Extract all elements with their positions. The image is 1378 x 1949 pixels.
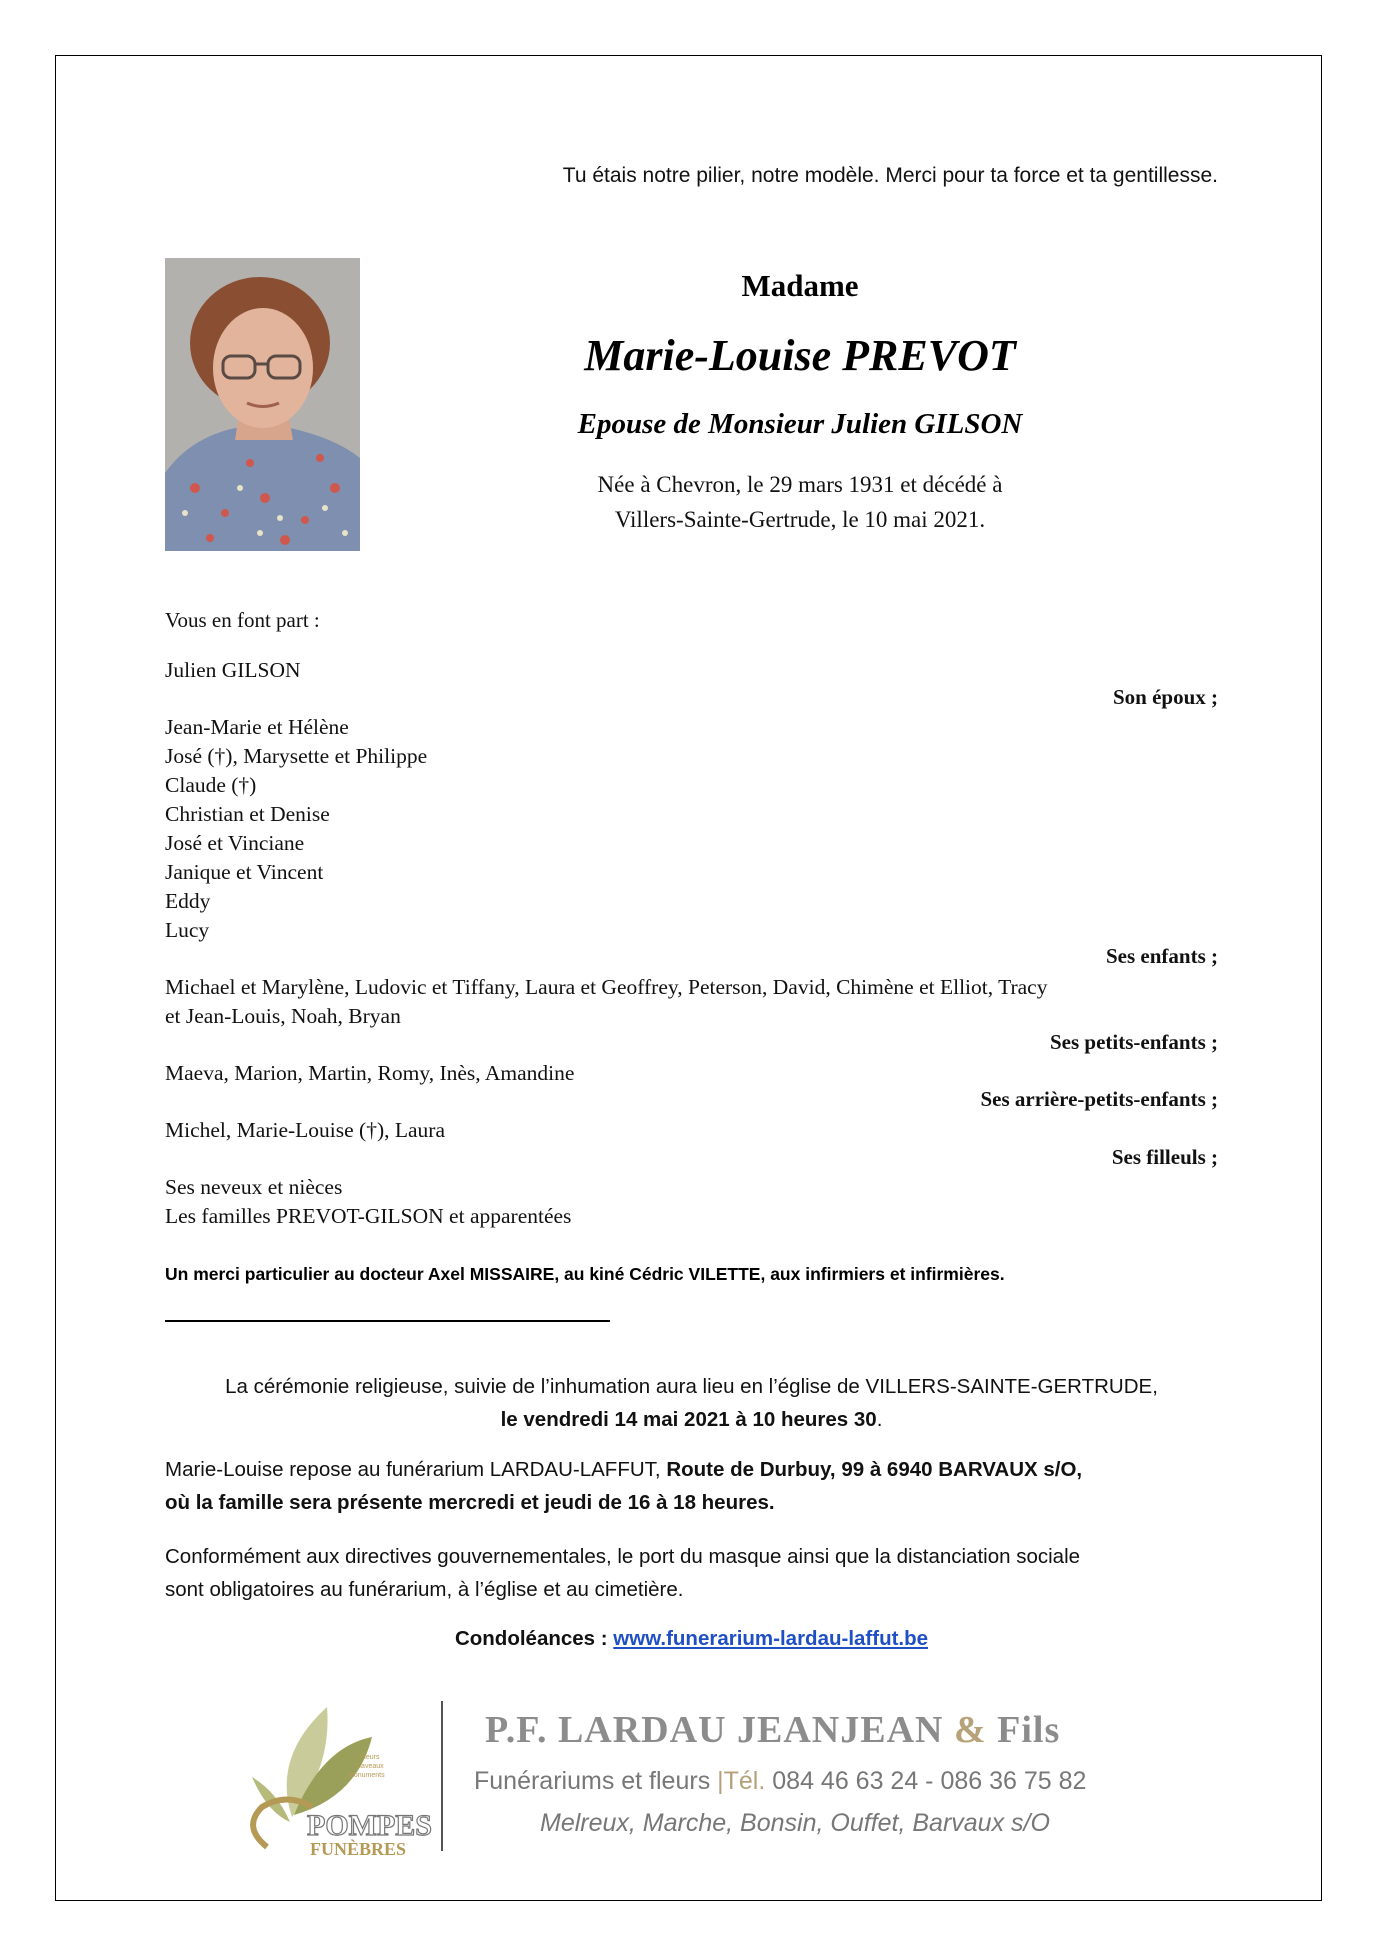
footer-separator <box>441 1701 443 1851</box>
funeral-home-logo <box>232 1697 432 1857</box>
birth-death-dates <box>420 467 1180 537</box>
logo-small-text-1: Fleurs <box>360 1754 380 1761</box>
list-item: Christian et Denise <box>165 802 330 826</box>
repose-address: Route de Durbuy, 99 à 6940 BARVAUX s/O, <box>666 1458 1083 1481</box>
children-list <box>165 713 427 945</box>
great-grandchildren-list: Maeva, Marion, Martin, Romy, Inès, Amandine <box>165 1061 575 1085</box>
repose-line-2 <box>165 1486 1218 1519</box>
ceremony-line-2 <box>165 1403 1218 1436</box>
children-label: Ses enfants ; <box>1105 944 1218 968</box>
condolences <box>165 1627 1218 1651</box>
ceremony-line-1: La cérémonie religieuse, suivie de l’inhumation aura lieu en l’église de VILLERS-SAINTE-GERTRUDE, <box>225 1375 1158 1398</box>
great-grandchildren-label: Ses arrière-petits-enfants ; <box>980 1087 1218 1111</box>
grandchildren-list <box>165 973 1047 1031</box>
list-item: et Jean-Louis, Noah, Bryan <box>165 1004 401 1028</box>
motto: Tu étais notre pilier, notre modèle. Merci pour ta force et ta gentillesse. <box>562 164 1218 187</box>
list-item: Janique et Vincent <box>165 860 324 884</box>
deceased-name: Marie-Louise PREVOT <box>584 331 1016 380</box>
condolences-link[interactable]: www.funerarium-lardau-laffut.be <box>613 1627 929 1650</box>
firm-phone-numbers: 084 46 63 24 - 086 36 75 82 <box>765 1767 1087 1795</box>
visiting-hours: où la famille sera présente mercredi et jeudi de 16 à 18 heures. <box>165 1491 775 1514</box>
spouse-label: Son époux ; <box>1112 685 1218 709</box>
list-item: Jean-Marie et Hélène <box>165 715 349 739</box>
firm-name-main: P.F. LARDAU JEANJEAN <box>485 1709 954 1751</box>
repose-info <box>165 1453 1218 1519</box>
list-item: José et Vinciane <box>165 831 305 855</box>
spouse-line: Epouse de Monsieur Julien GILSON <box>577 408 1023 440</box>
firm-tel-label: |Tél. <box>717 1767 766 1795</box>
list-item: Eddy <box>165 889 211 913</box>
repose-line-1 <box>165 1453 1218 1486</box>
logo-text-top: POMPES <box>307 1809 432 1842</box>
firm-contact <box>474 1767 1086 1796</box>
announcement-intro: Vous en font part : <box>165 608 320 632</box>
firm-name-ampersand: & <box>953 1709 987 1751</box>
spouse-name: Julien GILSON <box>165 658 301 682</box>
firm-services: Funérariums et fleurs <box>474 1767 718 1795</box>
ceremony-line-2-end: . <box>876 1408 883 1431</box>
grandchildren-label: Ses petits-enfants ; <box>1050 1030 1218 1054</box>
other-relatives <box>165 1173 571 1231</box>
covid-line-2: sont obligatoires au funérarium, à l’église et au cimetière. <box>165 1578 684 1601</box>
ceremony-info <box>165 1370 1218 1436</box>
list-item: Lucy <box>165 918 210 942</box>
portrait-photo <box>165 258 360 551</box>
list-item: Claude (†) <box>165 773 257 797</box>
dates-line-2: Villers-Sainte-Gertrude, le 10 mai 2021. <box>614 507 986 532</box>
list-item: Michael et Marylène, Ludovic et Tiffany, Laura et Geoffrey, Peterson, David, Chimène et Elliot, Tracy <box>165 975 1048 999</box>
covid-line-1: Conformément aux directives gouvernementales, le port du masque ainsi que la distanciation sociale <box>165 1545 1081 1568</box>
firm-name <box>485 1708 1060 1752</box>
repose-text: Marie-Louise repose au funérarium LARDAU-LAFFUT, <box>165 1458 667 1481</box>
list-item: José (†), Marysette et Philippe <box>165 744 428 768</box>
godchildren-list: Michel, Marie-Louise (†), Laura <box>165 1118 445 1142</box>
godchildren-label: Ses filleuls ; <box>1111 1145 1218 1169</box>
firm-name-end: Fils <box>986 1709 1061 1751</box>
logo-emblem <box>232 1697 432 1857</box>
logo-text-bottom: FUNÈBRES <box>310 1839 407 1857</box>
special-thanks: Un merci particulier au docteur Axel MISSAIRE, au kiné Cédric VILETTE, aux infirmiers et infirmières. <box>165 1264 1005 1284</box>
ceremony-date: le vendredi 14 mai 2021 à 10 heures 30 <box>500 1408 877 1431</box>
logo-small-text-2: Caveaux <box>356 1763 384 1770</box>
list-item: Ses neveux et nièces <box>165 1175 343 1199</box>
divider <box>165 1320 610 1322</box>
firm-locations: Melreux, Marche, Bonsin, Ouffet, Barvaux s/O <box>540 1809 1050 1837</box>
portrait-illustration <box>165 258 360 551</box>
list-item: Les familles PREVOT-GILSON et apparentées <box>165 1204 572 1228</box>
dates-line-1: Née à Chevron, le 29 mars 1931 et décédé à <box>597 472 1003 497</box>
salutation-title: Madame <box>741 268 859 303</box>
covid-notice <box>165 1540 1218 1606</box>
condolences-label: Condoléances : <box>454 1627 614 1650</box>
logo-small-text-3: Monuments <box>348 1772 385 1779</box>
